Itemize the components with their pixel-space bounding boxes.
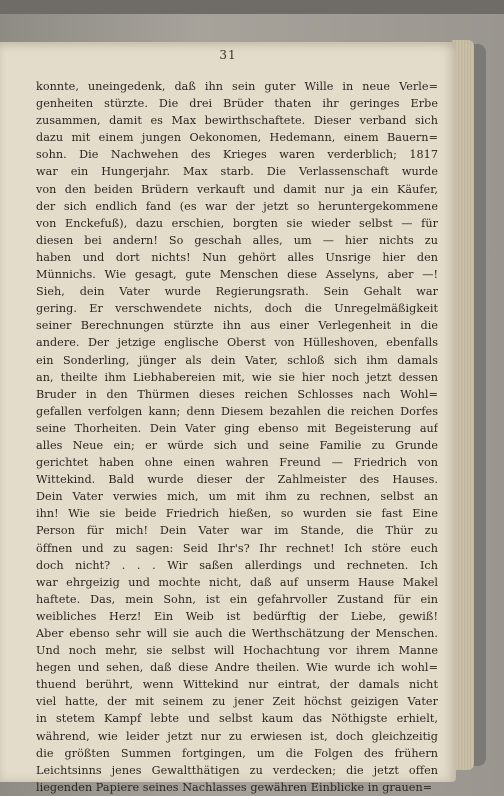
text-line: Wittekind. Bald wurde dieser der Zahlmeister des Hauses. bbox=[36, 473, 438, 487]
text-line: an, theilte ihm Liebhabereien mit, wie sie hier noch jetzt dessen bbox=[36, 370, 438, 384]
text-line: in stetem Kampf lebte und selbst kaum das Nöthigste erhielt, bbox=[36, 712, 438, 726]
text-line: genheiten stürzte. Die drei Brüder thaten ihr geringes Erbe bbox=[36, 97, 438, 111]
text-line: öffnen und zu sagen: Seid Ihr's? Ihr rechnet! Ich störe euch bbox=[36, 541, 438, 555]
text-line: alles Neue ein; er würde sich und seine Familie zu Grunde bbox=[36, 438, 438, 452]
text-line: Dein Vater verwies mich, um mit ihm zu rechnen, selbst an bbox=[36, 490, 438, 504]
text-line: andere. Der jetzige englische Oberst von Hülleshoven, ebenfalls bbox=[36, 336, 438, 350]
text-line: haben und dort nichts! Nun gehört alles Unsrige hier den bbox=[36, 250, 438, 264]
text-line: weibliches Herz! Ein Weib ist bedürftig der Liebe, gewiß! bbox=[36, 609, 438, 623]
text-line: gerichtet haben ohne einen wahren Freund — Friedrich von bbox=[36, 456, 438, 470]
text-line: von den beiden Brüdern verkauft und damit nur ja ein Käufer, bbox=[36, 182, 438, 196]
text-line: Bruder in den Thürmen dieses reichen Schlosses nach Wohl= bbox=[36, 387, 438, 401]
text-line: zusammen, damit es Max bewirthschaftete. Dieser verband sich bbox=[36, 114, 438, 128]
text-line: von Enckefuß), dazu erschien, borgten sie wieder selbst — für bbox=[36, 216, 438, 230]
text-line: diesen bei andern! So geschah alles, um — hier nichts zu bbox=[36, 233, 438, 247]
text-line: sohn. Die Nachwehen des Krieges waren verderblich; 1817 bbox=[36, 148, 438, 162]
text-line: Und noch mehr, sie selbst will Hochachtung vor ihrem Manne bbox=[36, 644, 438, 658]
text-line: während, wie leider jetzt nur zu erwiesen ist, doch gleichzeitig bbox=[36, 729, 438, 743]
text-line: gefallen verfolgen kann; denn Diesem bezahlen die reichen Dorfes bbox=[36, 404, 438, 418]
background-top bbox=[0, 0, 504, 14]
text-line: Sieh, dein Vater wurde Regierungsrath. Sein Gehalt war bbox=[36, 285, 438, 299]
text-line: liegenden Papiere seines Nachlasses gewähren Einblicke in grauen= bbox=[36, 780, 433, 794]
text-line: Aber ebenso sehr will sie auch die Werthschätzung der Menschen. bbox=[36, 627, 438, 640]
text-line: gering. Er verschwendete nichts, doch die Unregelmäßigkeit bbox=[36, 302, 438, 316]
text-line: doch nicht? . . . Wir saßen allerdings und rechneten. Ich bbox=[36, 558, 438, 572]
text-line: hegen und sehen, daß diese Andre theilen. Wie wurde ich wohl= bbox=[36, 661, 438, 675]
text-line: der sich endlich fand (es war der jetzt so heruntergekommene bbox=[36, 199, 438, 213]
text-line: ein Sonderling, jünger als dein Vater, schloß sich ihm damals bbox=[36, 353, 438, 367]
text-line: ihn! Wie sie beide Friedrich hießen, so wurden sie fast Eine bbox=[36, 507, 438, 521]
text-line: haftete. Das, mein Sohn, ist ein gefahrvoller Zustand für ein bbox=[36, 592, 438, 606]
text-line: Münnichs. Wie gesagt, gute Menschen diese Asselyns, aber —! bbox=[36, 268, 438, 282]
text-line: thuend berührt, wenn Wittekind nur eintrat, der damals nicht bbox=[36, 678, 438, 692]
text-line: war ehrgeizig und mochte nicht, daß auf unserm Hause Makel bbox=[36, 575, 438, 589]
text-line: Person für mich! Dein Vater war im Stande, die Thür zu bbox=[36, 524, 438, 538]
page-text bbox=[36, 78, 438, 796]
page-number: 31 bbox=[219, 48, 237, 62]
text-line: dazu mit einem jungen Oekonomen, Hedemann, einem Bauern= bbox=[36, 131, 438, 145]
text-line: seine Thorheiten. Dein Vater ging ebenso mit Begeisterung auf bbox=[36, 421, 438, 435]
text-line: Leichtsinns jenes Gewaltthätigen zu verdecken; die jetzt offen bbox=[36, 763, 438, 777]
text-line: viel hatte, der mit seinem zu jener Zeit höchst geizigen Vater bbox=[36, 695, 438, 709]
text-line: seiner Berechnungen stürzte ihn aus einer Verlegenheit in die bbox=[36, 319, 438, 333]
text-line: die größten Summen fortgingen, um die Folgen des frühern bbox=[36, 746, 438, 760]
text-line: konnte, uneingedenk, daß ihn sein guter Wille in neue Verle= bbox=[36, 80, 438, 93]
text-line: war ein Hungerjahr. Max starb. Die Verlassenschaft wurde bbox=[36, 165, 438, 179]
